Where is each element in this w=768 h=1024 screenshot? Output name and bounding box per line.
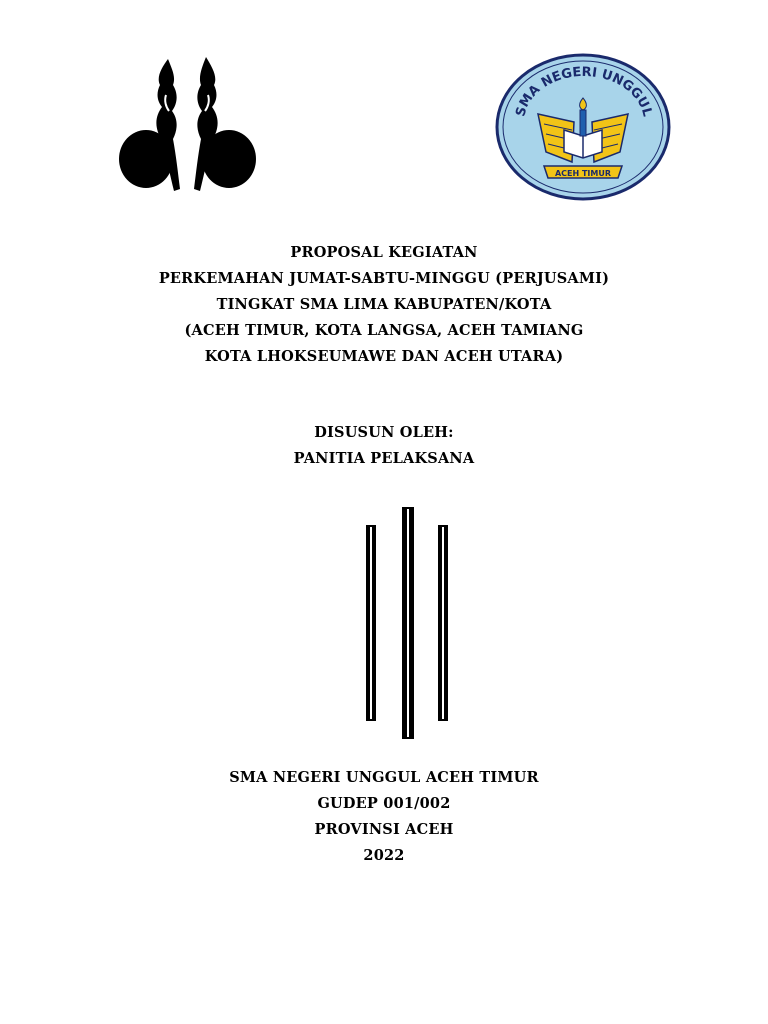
title-line: (ACEH TIMUR, KOTA LANGSA, ACEH TAMIANG xyxy=(184,322,584,339)
svg-text:SMA NEGERI UNGGUL: SMA NEGERI UNGGUL xyxy=(513,64,655,119)
author-name: PANITIA PELAKSANA xyxy=(293,450,475,467)
school-name: SMA NEGERI UNGGUL ACEH TIMUR xyxy=(229,769,539,786)
title-line: PERKEMAHAN JUMAT-SABTU-MINGGU (PERJUSAMI) xyxy=(158,270,610,287)
province-name: PROVINSI ACEH xyxy=(314,821,454,838)
school-emblem-icon xyxy=(494,52,672,202)
svg-text:ACEH TIMUR: ACEH TIMUR xyxy=(554,169,612,178)
author-label: DISUSUN OLEH: xyxy=(314,424,454,441)
author-section xyxy=(0,420,768,472)
tunas-kelapa-icon xyxy=(116,55,258,195)
title-line: TINGKAT SMA LIMA KABUPATEN/KOTA xyxy=(216,296,552,313)
institution-section xyxy=(0,765,768,869)
title-line: PROPOSAL KEGIATAN xyxy=(290,244,478,261)
title-line: KOTA LHOKSEUMAWE DAN ACEH UTARA) xyxy=(204,348,564,365)
proposal-title xyxy=(0,240,768,370)
year: 2022 xyxy=(363,847,405,864)
gudep-number: GUDEP 001/002 xyxy=(317,795,451,812)
vertical-bars-icon xyxy=(360,505,454,741)
